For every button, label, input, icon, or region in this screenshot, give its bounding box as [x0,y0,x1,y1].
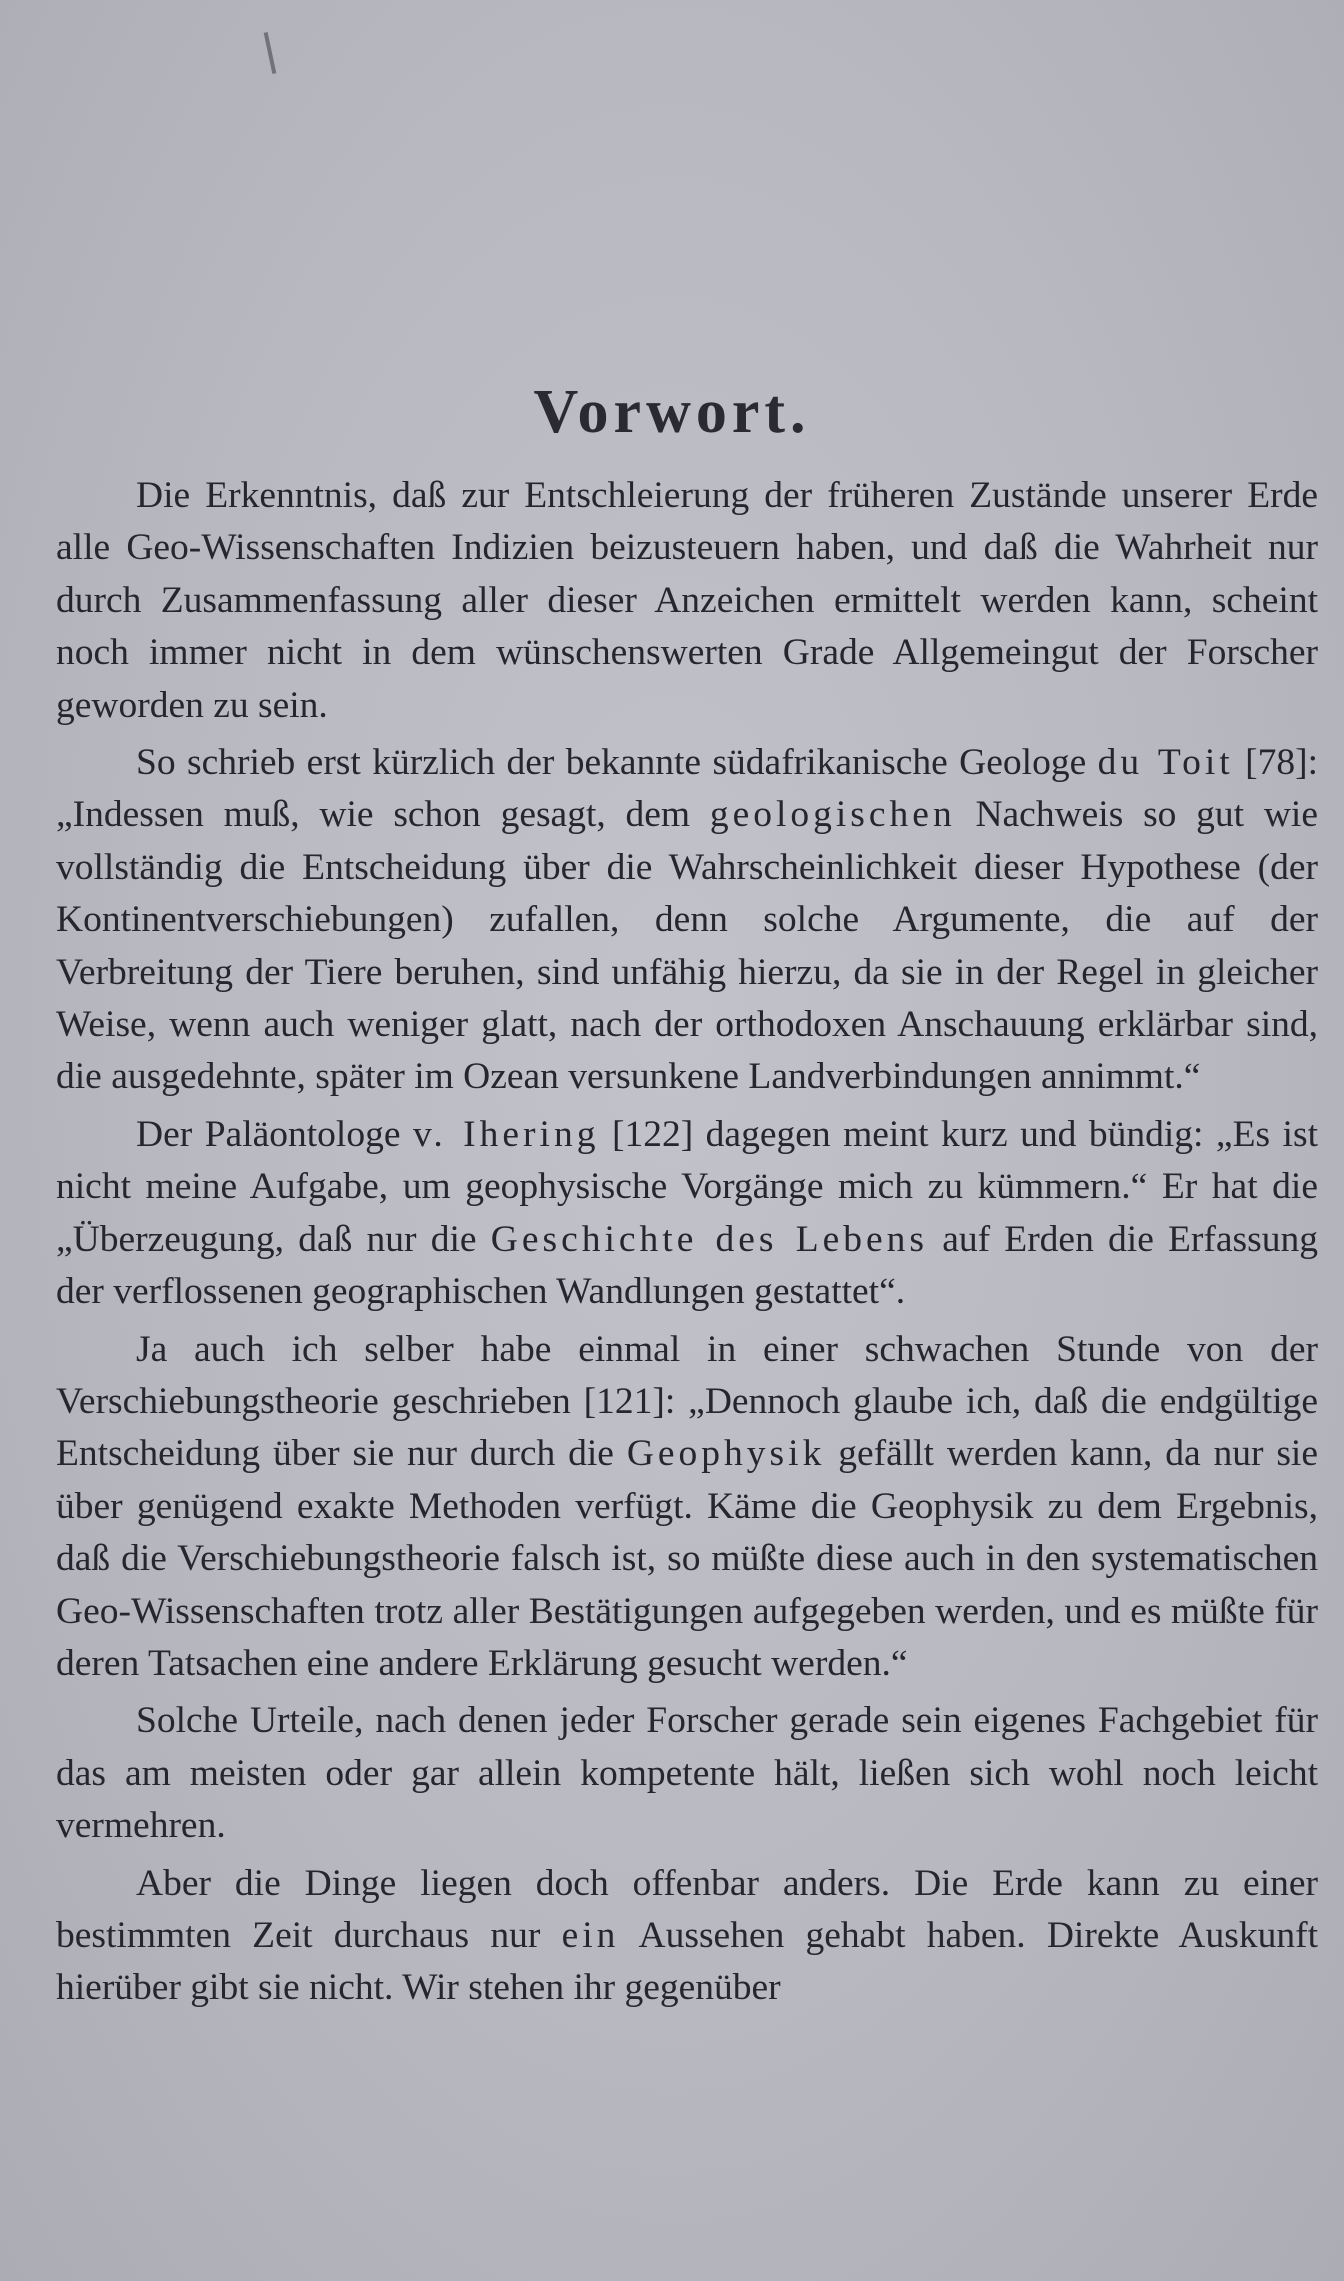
spaced-emphasis: v. Ihering [413,1113,600,1155]
paragraph [56,737,1318,1104]
paragraph [56,1858,1318,2015]
text-run: Solche Urteile, nach denen jeder Forscher gerade sein eigenes Fachgebiet für das am meisten oder gar allein kompetente hält, ließen sich wohl noch leicht vermehren. [56,1700,1318,1847]
text-run: auf Erden die Erfassung der verflossenen geographischen Wandlungen gestattet“. [56,1218,1318,1313]
text-run: Der Paläontologe [136,1113,413,1155]
text-run: Ja auch ich selber habe einmal in einer schwachen Stunde von der Verschiebungstheorie geschrieben [121]: „Dennoch glaube ich, daß die endgültige Entscheidung über sie nur durch die [56,1328,1318,1475]
page-title: Vorwort. [533,377,811,446]
spaced-emphasis: Geophysik [626,1433,826,1475]
text-run: Nachweis so gut wie vollständig die Entscheidung über die Wahrscheinlichkeit dieser Hypothese (der Kontinentverschiebungen) zufallen, denn solche Argumente, die auf der Verbreitung der Tiere beruhen, sind unfähig hierzu, da sie in der Regel in gleicher Weise, wenn auch weniger glatt, nach der orthodoxen Anschauung erklärbar sind, die ausgedehnte, später im Ozean versunkene Landverbindungen annimmt.“ [56,794,1318,1098]
text-run: gefällt werden kann, da nur sie über genügend exakte Methoden verfügt. Käme die Geophysik zu dem Ergebnis, daß die Verschiebungstheorie falsch ist, so müßte diese auch in den systematischen Geo-Wissenschaften trotz aller Bestätigungen aufgegeben werden, und es müßte für deren Tatsachen eine andere Erklärung gesucht werden.“ [56,1433,1318,1684]
paragraph [56,470,1318,732]
text-run: [78]: „Indessen muß, wie schon gesagt, dem [56,742,1318,836]
paragraph [56,1109,1318,1319]
spaced-emphasis: du Toit [1097,742,1234,784]
text-run: Die Erkenntnis, daß zur Entschleierung der früheren Zustände unserer Erde alle Geo-Wissenschaften Indizien beizusteuern haben, und daß die Wahrheit nur durch Zusammenfassung aller dieser Anzeichen ermittelt werden kann, scheint noch immer nicht in dem wünschenswerten Grade Allgemeingut der Forscher geworden zu sein. [56,475,1318,726]
paragraph [56,1324,1318,1691]
paragraph [56,1695,1318,1852]
text-run: [122] dagegen meint kurz und bündig: „Es ist nicht meine Aufgabe, um geophysische Vorgänge mich zu kümmern.“ Er hat die „Überzeugung, daß nur die [56,1113,1318,1260]
spaced-emphasis: ein [561,1914,620,1956]
text-run: Aber die Dinge liegen doch offenbar anders. Die Erde kann zu einer bestimmten Zeit durchaus nur [56,1862,1318,1956]
text-run: So schrieb erst kürzlich der bekannte südafrikanische Geologe [136,742,1098,784]
body-text [56,470,1318,2015]
text-run: Aussehen gehabt haben. Direkte Auskunft hierüber gibt sie nicht. Wir stehen ihr gegenüber [56,1914,1318,2009]
ink-mark [264,32,277,74]
spaced-emphasis: geologischen [709,794,956,836]
spaced-emphasis: Geschichte des Lebens [490,1218,929,1260]
